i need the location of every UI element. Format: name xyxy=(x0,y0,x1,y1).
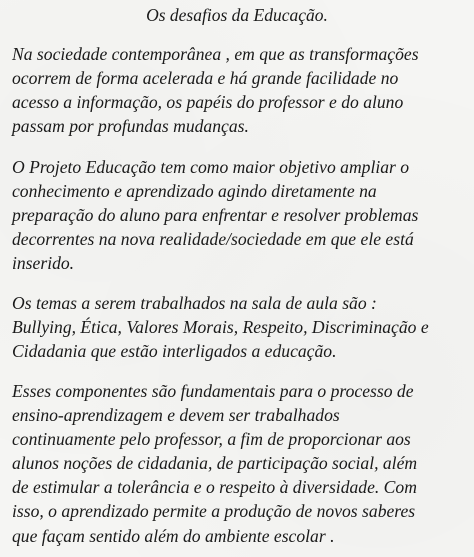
paragraph-line: alunos noções de cidadania, de participação social, além xyxy=(12,453,418,474)
paragraph-components xyxy=(12,379,474,548)
paragraph-themes xyxy=(12,291,474,363)
paragraph-line: O Projeto Educação tem como maior objetivo ampliar o xyxy=(12,157,410,177)
paragraph-project-objective xyxy=(12,155,474,275)
paragraph-line: isso, o aprendizado permite a produção de novos saberes xyxy=(12,501,416,522)
paragraph-society xyxy=(12,42,474,138)
paragraph-line: continuamente pelo professor, a fim de proporcionar aos xyxy=(12,429,411,450)
paragraph-line: acesso a informação, os papéis do professor e do aluno xyxy=(12,92,404,113)
paragraph-line: Bullying, Ética, Valores Morais, Respeito, Discriminação e xyxy=(12,317,429,338)
paragraph-line: inserido. xyxy=(12,253,75,274)
paragraph-line: Os temas a serem trabalhados na sala de aula são : xyxy=(12,293,377,313)
paragraph-line: ocorrem de forma acelerada e há grande facilidade no xyxy=(12,68,399,89)
paragraph-line: preparação do aluno para enfrentar e resolver problemas xyxy=(12,205,419,226)
paragraph-line: Cidadania que estão interligados a educação. xyxy=(12,341,337,362)
document-title: Os desafios da Educação. xyxy=(146,5,328,25)
paragraph-line: conhecimento e aprendizado agindo diretamente na xyxy=(12,181,377,202)
paragraph-line: de estimular a tolerância e o respeito à diversidade. Com xyxy=(12,477,417,498)
paragraph-line: decorrentes na nova realidade/sociedade em que ele está xyxy=(12,229,414,250)
paragraph-line: ensino-aprendizagem e devem ser trabalhados xyxy=(12,405,340,426)
paragraph-line: passam por profundas mudanças. xyxy=(12,116,249,137)
paragraph-line: Esses componentes são fundamentais para o processo de xyxy=(12,381,414,401)
paragraph-line: Na sociedade contemporânea , em que as transformações xyxy=(12,44,419,64)
paragraph-line: que façam sentido além do ambiente escolar . xyxy=(12,525,335,546)
